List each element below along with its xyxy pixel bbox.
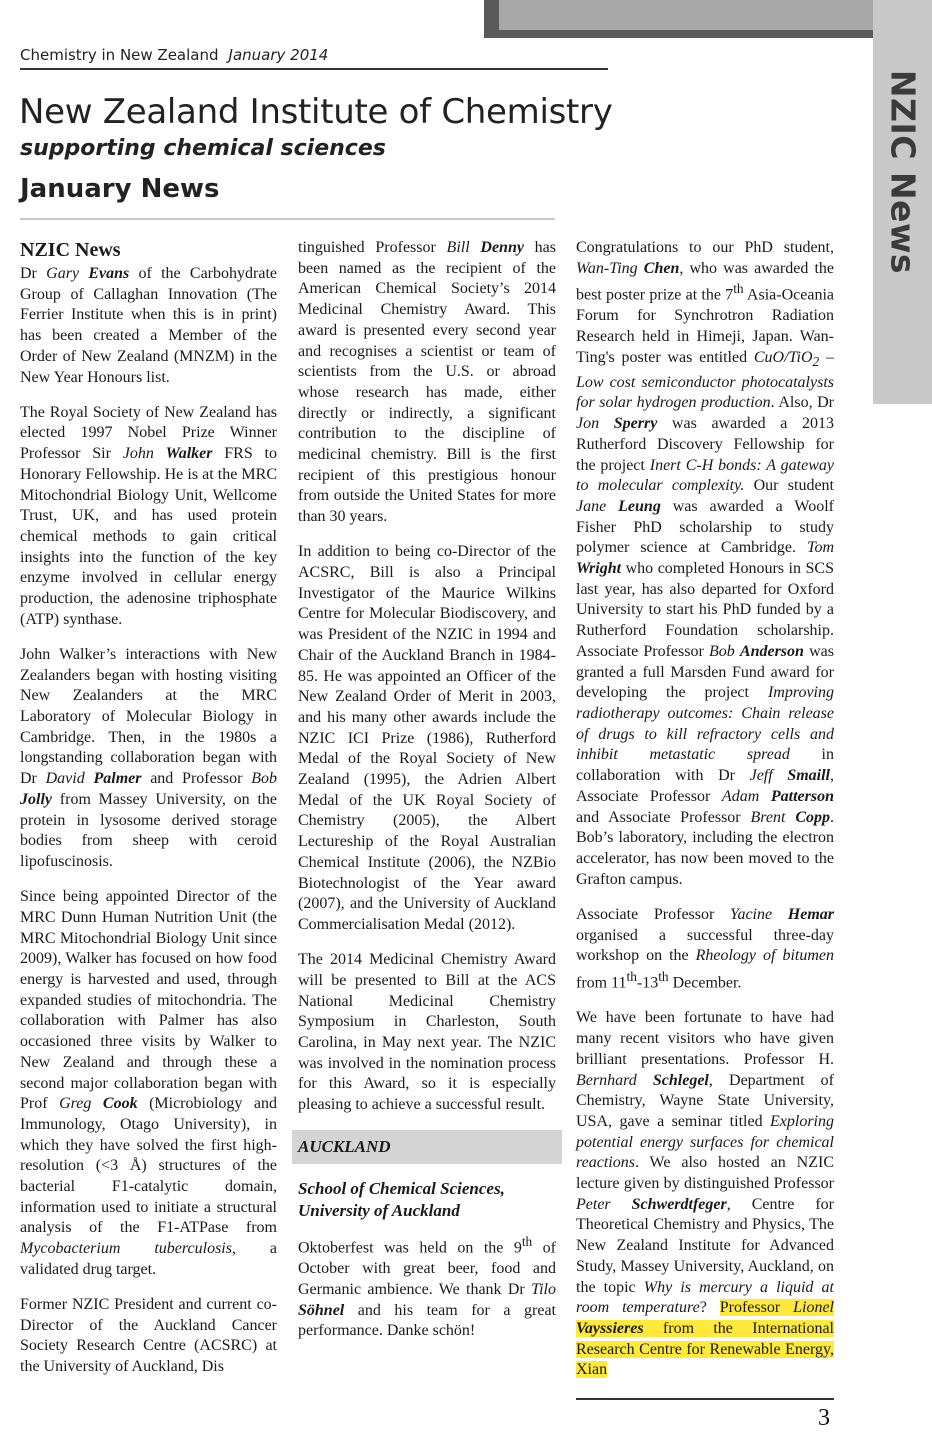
page-title: New Zealand Institute of Chemistry [19,92,613,132]
paragraph: In addition to being co-Director of the ACSRC, Bill is also a Principal Investigator of the Maurice Wilkins Centre for Molecular Biodiscovery, and was President of the NZIC in 1994 and Chair of the Auckland Branch in 1984-85. He was appointed an Officer of the New Zealand Order of Merit in 2003, and his many other awards include the NZIC ICI Prize (1986), Rutherford Medal of the Royal Society of New Zealand (1995), the Adrien Albert Medal of the UK Royal Society of Chemistry (2005), the Albert Lectureship of the Royal Australian Chemical Institute (2006), the NZBio Biotechnologist of the Year award (2007), and the University of Auckland Commercialisation Medal (2012). [298,543,556,933]
paragraph: Congratulations to our PhD student, Wan-Ting Chen, who was awarded the best poster prize at the 7th Asia-Oceania Forum for Synchrotron Radiation Research held in Himeji, Japan. Wan-Ting's poster was entitled CuO/TiO$_2$ – Low cost semiconductor photocatalysts for solar hydrogen production. Also, Dr Jon Sperry was awarded a 2013 Rutherford Discovery Fellowship for the project Inert C-H bonds: A gateway to molecular complexity. Our student Jane Leung was awarded a Woolf Fisher PhD scholarship to study polymer science at Cambridge. Tom Wright who completed Honours in SCS last year, has also departed for Oxford University to start his PhD funded by a Rutherford Foundation scholarship. Associate Professor Bob Anderson was granted a full Marsden Fund award for developing the project Improving radiotherapy outcomes: Chain release of drugs to kill refractory cells and inhibit metastatic spread in collaboration with Dr Jeff Smaill, Associate Professor Adam Patterson and Associate Professor Brent Copp. Bob’s laboratory, including the electron accelerator, has now been moved to the Grafton campus. [576,239,835,888]
highlighted-text: Professor Lionel Vayssieres from the International Research Centre for Renewable Energy, Xian [576,1299,834,1379]
paragraph: Former NZIC President and current co-Director of the Auckland Cancer Society Research Centre (ACSRC) at the University of Auckland, Dis [20,1296,277,1376]
page-subtitle: supporting chemical sciences [20,136,386,161]
paragraph: Associate Professor Yacine Hemar organised a successful three-day workshop on the Rheology of bitumen from 11th-13th December. [576,905,834,992]
paragraph: Since being appointed Director of the MRC Dunn Human Nutrition Unit (the MRC Mitochondrial Biology Unit since 2009), Walker has focused on how food energy is harvested and used, through expanded studies of mitochondria. The collaboration with Palmer has also occasioned three visits by Walker to New Zealand and through these a second major collaboration began with Prof Greg Cook (Microbiology and Immunology, Otago University), in which they have solved the first high-resolution (<3 Å) structures of the bacterial F1-catalytic domain, information used to initiate a structural analysis of the F1-ATPase from Mycobacterium tuberculosis, a validated drug target. [20,888,278,1278]
column-2 [298,238,556,1357]
page-number: 3 [818,1405,830,1431]
paragraph: We have been fortunate to have had many recent visitors who have given brilliant presentations. Professor H. Bernhard Schlegel, Department of Chemistry, Wayne State University, USA, gave a seminar titled Exploring potential energy surfaces for chemical reactions. We also hosted an NZIC lecture given by distinguished Professor Peter Schwerdtfeger, Centre for Theoretical Chemistry and Physics, The New Zealand Institute for Advanced Study, Massey University, Auckland, on the topic Why is mercury a liquid at room temperature? Professor Lionel Vayssieres from the International Research Centre for Renewable Energy, Xian [576,1009,834,1379]
side-tab-label: NZIC News [883,69,923,275]
department-heading: School of Chemical Sciences, University of Auckland [298,1179,505,1221]
paragraph: Dr Gary Evans of the Carbohydrate Group of Callaghan Innovation (The Ferrier Institute when this is in print) has been created a Member of the Order of New Zealand (MNZM) in the New Year Honours list. [20,265,277,386]
column-3 [576,238,834,1396]
issue-date: January 2014 [228,46,329,64]
region-heading: AUCKLAND [292,1130,562,1164]
column-1 [20,238,277,1392]
section-heading: January News [20,174,220,204]
column-heading: NZIC News [20,239,121,261]
paragraph: tinguished Professor Bill Denny has been named as the recipient of the American Chemical Society’s 2014 Medicinal Chemistry Award. This award is presented every second year and recognises a scientist or team of scientists from the U.S. or abroad whose research has made, either directly or indirectly, a significant contribution to the discipline of medicinal chemistry. Bill is the first recipient of this prestigious honour from outside the United States for more than 30 years. [298,239,557,526]
running-header [20,46,328,64]
paragraph: John Walker’s interactions with New Zealanders began with hosting visiting New Zealanders at the MRC Laboratory of Molecular Biology in Cambridge. Then, in the 1980s a longstanding collaboration began with Dr David Palmer and Professor Bob Jolly from Massey University, on the protein in lysosome derived storage bodies from sheep with ceroid lipofuscinosis. [20,645,277,870]
footer-rule [576,1398,834,1400]
header-rule [20,68,608,70]
paragraph: The Royal Society of New Zealand has elected 1997 Nobel Prize Winner Professor Sir John Walker FRS to Honorary Fellowship. He is at the MRC Mitochondrial Biology Unit, Wellcome Trust, UK, and has used protein chemical methods to gain critical insights into the function of the key enzyme involved in cellular energy production, the adenosine triphosphate (ATP) synthase. [20,403,278,628]
title-rule [20,218,555,220]
paragraph: The 2014 Medicinal Chemistry Award will be presented to Bill at the ACS National Medicinal Chemistry Symposium in Charleston, South Carolina, in May next year. The NZIC was involved in the nomination process for this Award, so it is especially pleasing to achieve a successful result. [298,951,556,1114]
paragraph: Oktoberfest was held on the 9th of October with great beer, food and Germanic ambience. We thank Dr Tilo Söhnel and his team for a great performance. Danke schön! [298,1234,556,1340]
publication-name: Chemistry in New Zealand [20,46,219,64]
header-bar-light [499,0,874,30]
